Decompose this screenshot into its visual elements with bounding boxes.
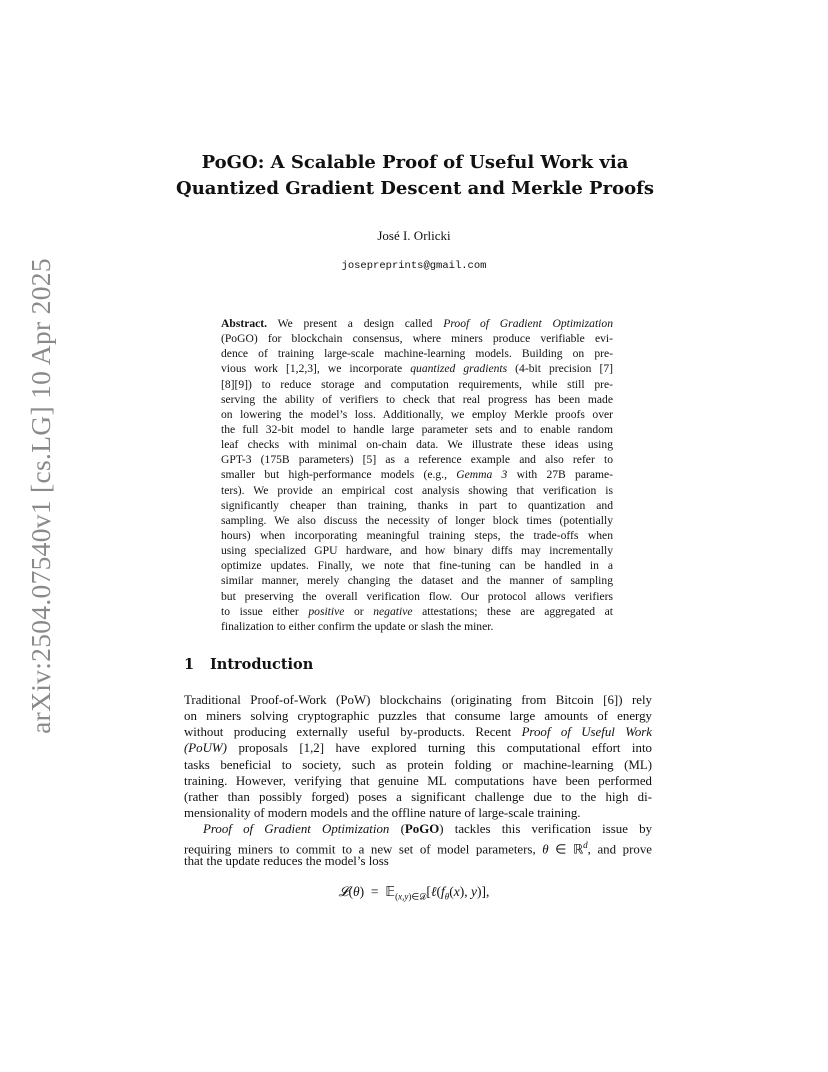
body-line: mensionality of modern models and the offline nature of large-scale training. [184,805,581,820]
loss-equation: 𝓛(θ) = $𝔼_{(x,y)\in 𝒟}[\ell(f_\theta(x)$, y)], [338,884,490,902]
body-line: (PoUW) proposals [1,2] have explored turning this computational effort into [184,741,652,756]
body-line: requiring miners to commit to a new set of model parameters, θ ∈ ℝ$^d$, and prove [184,840,652,857]
abstract-line: using specialized GPU hardware, and how binary diffs may incrementally [221,544,613,558]
section-title: Introduction [210,656,314,673]
abstract-line: vious work [1,2,3], we incorporate quantized gradients (4-bit precision [7] [221,362,613,376]
section-heading [184,656,313,673]
arxiv-identifier: arXiv:2504.07540v1 [cs.LG] 10 Apr 2025 [25,258,57,734]
abstract-line: but preserving the overall verification flow. Our protocol allows verifiers [221,589,613,603]
title-line-2: Quantized Gradient Descent and Merkle Proofs [176,178,654,199]
body-line: on miners solving cryptographic puzzles that consume large amounts of energy [184,709,652,724]
abstract-line: significantly cheaper than training, thanks in part to quantization and [221,498,613,512]
abstract [221,316,613,634]
abstract-line: ters). We provide an empirical cost analysis showing that verification is [221,483,613,497]
abstract-line: the full 32-bit model to handle large parameter sets and to enable random [221,422,613,436]
body-line: that the update reduces the model’s loss [184,854,389,869]
abstract-line: on lowering the model’s loss. Additionally, we employ Merkle proofs over [221,407,613,421]
abstract-line: leaf checks with minimal on-chain data. We illustrate these ideas using [221,438,613,452]
author-email: josepreprints@gmail.com [341,260,487,272]
abstract-line: GPT-3 (175B parameters) [5] as a reference example and also refer to [221,453,613,467]
author-name: José I. Orlicki [377,228,451,243]
abstract-line: Abstract. We present a design called Proof of Gradient Optimization [221,317,613,330]
abstract-line: smaller but high-performance models (e.g., Gemma 3 with 27B parame- [221,468,614,482]
abstract-line: (PoGO) for blockchain consensus, where miners produce verifiable evi- [221,332,613,346]
body-line: training. However, verifying that genuine ML computations have been performed [184,773,652,788]
abstract-label: Abstract. [221,317,268,330]
abstract-line: serving the ability of verifiers to check that real progress has been made [221,392,613,406]
body-text [184,692,652,870]
title-line-1: PoGO: A Scalable Proof of Useful Work via [201,152,629,173]
abstract-line: optimize updates. Finally, we note that fine-tuning can be handled in a [221,559,613,573]
body-line: (rather than possibly forged) poses a significant challenge due to the high di- [184,789,652,804]
abstract-line: sampling. We also discuss the necessity of longer block times (potentially [221,513,613,527]
body-line: tasks beneficial to society, such as protein folding or machine-learning (ML) [184,757,652,772]
body-line: without producing externally useful by-products. Recent Proof of Useful Work [184,725,652,740]
section-number: 1 [184,656,195,673]
abstract-line: similar manner, merely changing the dataset and the manner of sampling [221,574,613,588]
abstract-line: [8][9]) to reduce storage and computation requirements, while still pre- [221,377,613,391]
body-line: Traditional Proof-of-Work (PoW) blockchains (originating from Bitcoin [6]) rely [184,693,652,707]
abstract-line: dence of training large-scale machine-learning models. Building on pre- [221,347,613,361]
abstract-line: to issue either positive or negative attestations; these are aggregated at [221,604,613,618]
body-line: Proof of Gradient Optimization (PoGO) tackles this verification issue by [203,822,653,837]
abstract-line: hours) when incorporating meaningful training steps, the trade-offs when [221,528,613,542]
abstract-line: finalization to either confirm the update or slash the miner. [221,619,494,633]
paper-title [140,150,690,202]
